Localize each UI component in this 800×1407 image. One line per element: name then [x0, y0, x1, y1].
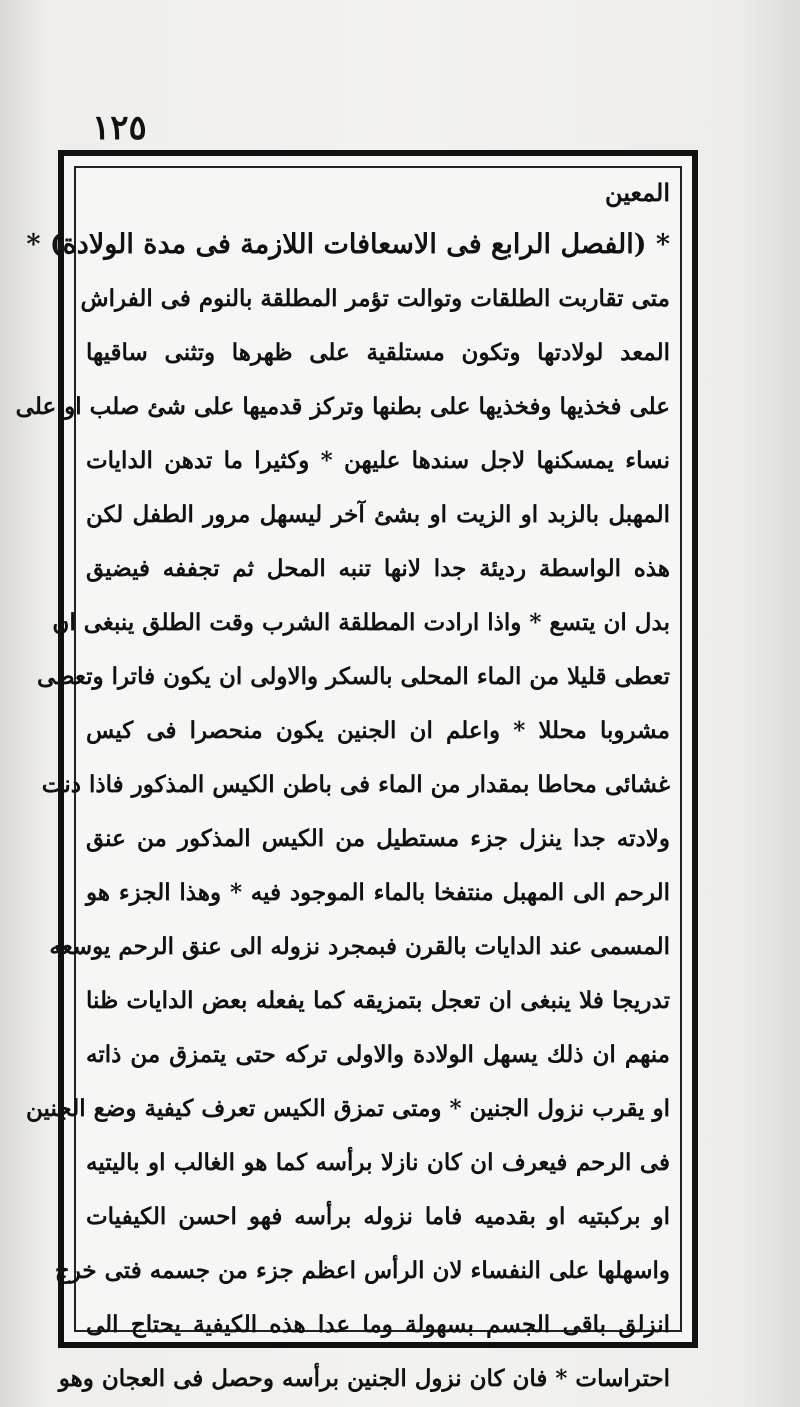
catchword: المعين: [605, 178, 670, 207]
text-line: او يقرب نزول الجنين * ومتى تمزق الكيس تعرف كيفية وضع الجنين: [26, 1095, 670, 1122]
text-frame: [15, 150, 698, 1392]
text-line: هذه الواسطة رديئة جدا لانها تنبه المحل ثم تجففه فيضيق: [86, 555, 670, 582]
body-text: [15, 272, 670, 1392]
text-line: على فخذيها وفخذيها على بطنها وتركز قدميها على شئ صلب او على: [15, 393, 670, 420]
text-line: تدريجا فلا ينبغى ان تعجل بتمزيقه كما يفعله بعض الدايات ظنا: [86, 987, 670, 1014]
text-line: نساء يمسكنها لاجل سندها عليهن * وكثيرا ما تدهن الدايات: [86, 447, 670, 474]
inner-text-frame: [15, 166, 682, 1392]
text-line: تعطى قليلا من الماء المحلى بالسكر والاولى ان يكون فاترا وتعطى: [36, 663, 670, 690]
text-line: مشروبا محللا * واعلم ان الجنين يكون منحصرا فى كيس: [86, 717, 670, 744]
text-line: منهم ان ذلك يسهل الولادة والاولى تركه حتى يتمزق من ذاته: [86, 1041, 670, 1068]
text-line: ولادته جدا ينزل جزء مستطيل من الكيس المذكور من عنق: [86, 825, 670, 852]
text-line: غشائى محاطا بمقدار من الماء فى باطن الكيس المذكور فاذا دنت: [41, 771, 670, 798]
text-line: متى تقاربت الطلقات وتوالت تؤمر المطلقة بالنوم فى الفراش: [80, 285, 670, 312]
text-line: المسمى عند الدايات بالقرن فبمجرد نزوله الى عنق الرحم يوسعه: [49, 933, 670, 960]
text-line: احتراسات * فان كان نزول الجنين برأسه وحصل فى العجان وهو: [58, 1365, 670, 1392]
text-line: المهبل بالزبد او الزيت او بشئ آخر ليسهل مرور الطفل لكن: [86, 501, 670, 528]
page-number: ١٢٥: [92, 108, 147, 148]
text-line: الرحم الى المهبل منتفخا بالماء الموجود فيه * وهذا الجزء هو: [86, 879, 670, 906]
text-line: فى الرحم فيعرف ان كان نازلا برأسه كما هو الغالب او باليتيه: [86, 1149, 670, 1176]
section-heading: * (الفصل الرابع فى الاسعافات اللازمة فى مدة الولادة) *: [26, 229, 670, 260]
text-line: المعد لولادتها وتكون مستلقية على ظهرها وتثنى ساقيها: [86, 339, 670, 366]
text-line: انزلق باقى الجسم بسهولة وما عدا هذه الكيفية يحتاج الى: [86, 1311, 670, 1338]
text-line: بدل ان يتسع * واذا ارادت المطلقة الشرب وقت الطلق ينبغى ان: [52, 609, 670, 636]
text-line: واسهلها على النفساء لان الرأس اعظم جزء من جسمه فتى خرج: [54, 1257, 670, 1284]
text-line: او بركبتيه او بقدميه فاما نزوله برأسه فهو احسن الكيفيات: [86, 1203, 670, 1230]
